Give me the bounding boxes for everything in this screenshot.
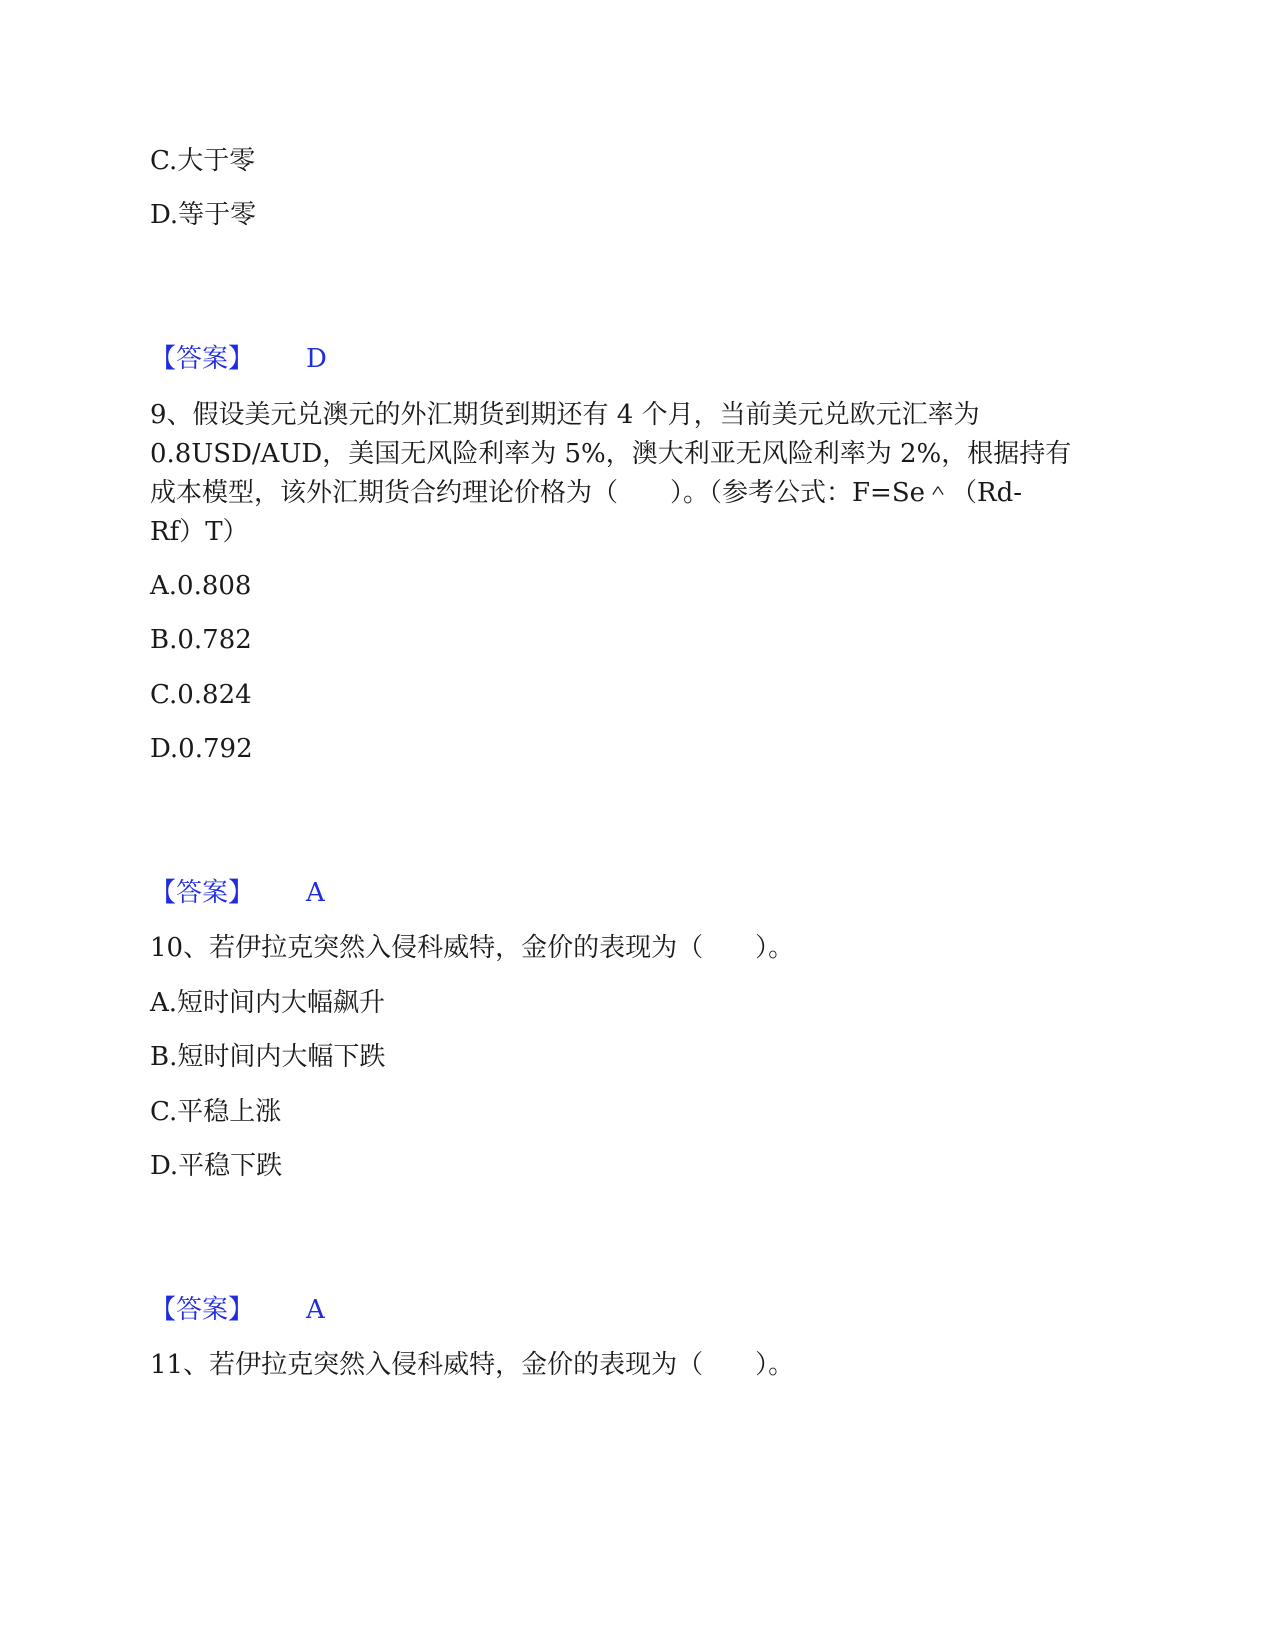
answer-label: 【答案】: [150, 344, 255, 374]
q9-option-d: D.0.792: [150, 734, 253, 764]
q9-option-c: C.0.824: [150, 680, 252, 710]
q8-option-d: D.等于零: [150, 200, 257, 230]
q9-option-a: A.0.808: [150, 571, 252, 601]
q8-option-c: C.大于零: [150, 146, 256, 176]
q9-stem-line-2: 0.8USD/AUD，美国无风险利率为 5%，澳大利亚无风险利率为 2%，根据持有: [150, 439, 1072, 469]
q10-option-b: B.短时间内大幅下跌: [150, 1042, 386, 1072]
q9-answer: [150, 872, 325, 914]
q10-answer: [150, 1289, 325, 1331]
answer-label: 【答案】: [150, 1295, 255, 1325]
q9-stem-line-3: 成本模型，该外汇期货合约理论价格为（ ）。（参考公式：F=Se＾（Rd-: [150, 478, 1023, 508]
q10-option-a: A.短时间内大幅飙升: [150, 988, 386, 1018]
q10-option-c: C.平稳上涨: [150, 1097, 282, 1127]
answer-value: A: [306, 1295, 325, 1325]
answer-value: D: [306, 344, 327, 374]
q11-stem: 11、若伊拉克突然入侵科威特，金价的表现为（ ）。: [150, 1350, 795, 1380]
q10-stem: 10、若伊拉克突然入侵科威特，金价的表现为（ ）。: [150, 933, 795, 963]
q9-stem-line-1: 9、假设美元兑澳元的外汇期货到期还有 4 个月，当前美元兑欧元汇率为: [150, 400, 980, 430]
q8-answer: [150, 338, 327, 380]
q10-option-d: D.平稳下跌: [150, 1151, 283, 1181]
q9-option-b: B.0.782: [150, 625, 252, 655]
answer-value: A: [306, 878, 325, 908]
q9-stem-line-4: Rf）T）: [150, 517, 249, 547]
answer-label: 【答案】: [150, 878, 255, 908]
